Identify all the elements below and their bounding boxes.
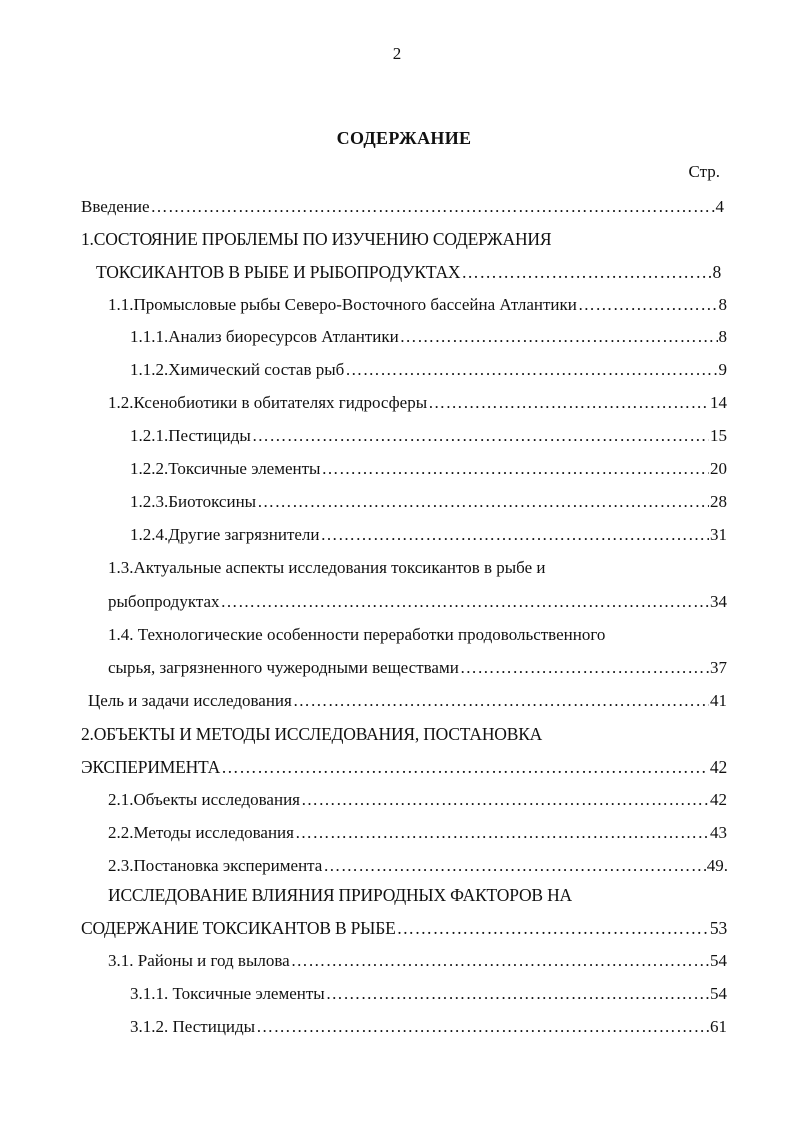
toc-leader [460, 658, 709, 678]
toc-leader [256, 1017, 709, 1037]
toc-leader [221, 757, 709, 777]
toc-entry-text: СОДЕРЖАНИЕ ТОКСИКАНТОВ В РЫБЕ [81, 918, 396, 938]
toc-entry-text: Цель и задачи исследования [88, 691, 292, 710]
toc-entry-page: 53 [709, 918, 727, 938]
toc-entry-page: 42 [709, 757, 727, 777]
toc-entry-page: 20 [710, 459, 727, 478]
toc-entry-text: 1.2.1.Пестициды [130, 426, 251, 445]
toc-entry-text: рыбопродуктах [108, 592, 220, 611]
toc-entry [96, 262, 721, 282]
toc-entry-text: Введение [81, 197, 150, 216]
toc-entry [108, 856, 728, 876]
toc-leader [293, 691, 709, 711]
toc-entry-text: ЭКСПЕРИМЕНТА [81, 757, 221, 777]
toc-leader [345, 360, 717, 380]
toc-entry-page: 49. [706, 856, 728, 875]
toc-entry-page: 61 [710, 1017, 727, 1036]
toc-leader [461, 262, 711, 282]
toc-entry-text: 2.2.Методы исследования [108, 823, 294, 842]
toc-entry-page: 14 [710, 393, 727, 412]
toc-entry-page: 54 [710, 984, 727, 1003]
toc-entry-page: 42 [710, 790, 727, 809]
toc-entry [81, 197, 724, 217]
toc-leader [295, 823, 709, 843]
toc-entry-text: 1.1.2.Химический состав рыб [130, 360, 345, 379]
toc-entry [130, 492, 727, 512]
toc-entry-page: 43 [710, 823, 727, 842]
toc-entry [108, 823, 727, 843]
toc-entry [108, 393, 727, 413]
toc-entry-text: 3.1.1. Токсичные элементы [130, 984, 325, 1003]
toc-entry-text: 3.1. Районы и год вылова [108, 951, 290, 970]
toc-entry-page: 41 [710, 691, 727, 710]
toc-entry-text: 1.1.1.Анализ биоресурсов Атлантики [130, 327, 399, 346]
toc-leader [321, 525, 709, 545]
toc-entry [130, 525, 727, 545]
toc-entry [108, 790, 727, 810]
toc-leader [326, 984, 709, 1004]
toc-leader [151, 197, 715, 217]
toc-entry-text: 1.2.2.Токсичные элементы [130, 459, 321, 478]
toc-leader [301, 790, 709, 810]
toc-entry [108, 951, 727, 971]
toc-entry-page: 54 [710, 951, 727, 970]
toc-entry [130, 360, 727, 380]
toc-entry [108, 658, 727, 678]
toc-leader [252, 426, 709, 446]
toc-entry-page: 9 [718, 360, 727, 379]
toc-entry [130, 459, 727, 479]
toc-entry-text: 1.1.Промысловые рыбы Северо-Восточного бассейна Атлантики [108, 295, 577, 314]
toc-entry-page: 4 [715, 197, 724, 216]
toc-entry-page: 15 [710, 426, 727, 445]
toc-entry-heading: ИССЛЕДОВАНИЕ ВЛИЯНИЯ ПРИРОДНЫХ ФАКТОРОВ НА [108, 885, 572, 905]
toc-entry-page: 37 [710, 658, 727, 677]
toc-entry [130, 426, 727, 446]
page-column-label: Стр. [688, 162, 720, 181]
toc-leader [397, 918, 709, 938]
toc-entry-page: 28 [710, 492, 727, 511]
toc-entry-heading: 1.СОСТОЯНИЕ ПРОБЛЕМЫ ПО ИЗУЧЕНИЮ СОДЕРЖАНИЯ [81, 229, 552, 249]
toc-entry [130, 327, 727, 347]
toc-entry [108, 592, 727, 612]
toc-entry-text: 1.2.Ксенобиотики в обитателях гидросферы [108, 393, 428, 412]
toc-entry-text: 3.1.2. Пестициды [130, 1017, 256, 1036]
toc-entry-text: 2.3.Постановка эксперимента [108, 856, 323, 875]
toc-entry-page: 8 [712, 262, 721, 282]
toc-entry [81, 918, 727, 938]
toc-entry-heading: 1.4. Технологические особенности переработки продовольственного [108, 625, 606, 644]
page-title: СОДЕРЖАНИЕ [336, 128, 472, 148]
toc-entry-heading: 1.3.Актуальные аспекты исследования токсикантов в рыбе и [108, 558, 546, 577]
toc-entry-text: 1.2.4.Другие загрязнители [130, 525, 320, 544]
toc-leader [578, 295, 718, 315]
toc-leader [428, 393, 709, 413]
toc-entry-text: сырья, загрязненного чужеродными веществами [108, 658, 459, 677]
toc-entry [81, 757, 727, 777]
toc-entry [130, 1017, 727, 1037]
toc-entry-page: 8 [718, 327, 727, 346]
toc-leader [400, 327, 718, 347]
toc-entry-text: 2.1.Объекты исследования [108, 790, 300, 809]
toc-leader [221, 592, 709, 612]
toc-leader [321, 459, 709, 479]
page-number: 2 [392, 44, 402, 63]
toc-entry-text: 1.2.3.Биотоксины [130, 492, 257, 511]
toc-entry [108, 295, 727, 315]
toc-leader [323, 856, 705, 876]
toc-entry-text: ТОКСИКАНТОВ В РЫБЕ И РЫБОПРОДУКТАХ [96, 262, 461, 282]
toc-entry-page: 8 [718, 295, 727, 314]
toc-entry-page: 34 [710, 592, 727, 611]
toc-leader [291, 951, 709, 971]
toc-entry-page: 31 [710, 525, 727, 544]
toc-entry [88, 691, 727, 711]
toc-entry-heading: 2.ОБЪЕКТЫ И МЕТОДЫ ИССЛЕДОВАНИЯ, ПОСТАНОВКА [81, 724, 543, 744]
toc-leader [257, 492, 709, 512]
toc-entry [130, 984, 727, 1004]
